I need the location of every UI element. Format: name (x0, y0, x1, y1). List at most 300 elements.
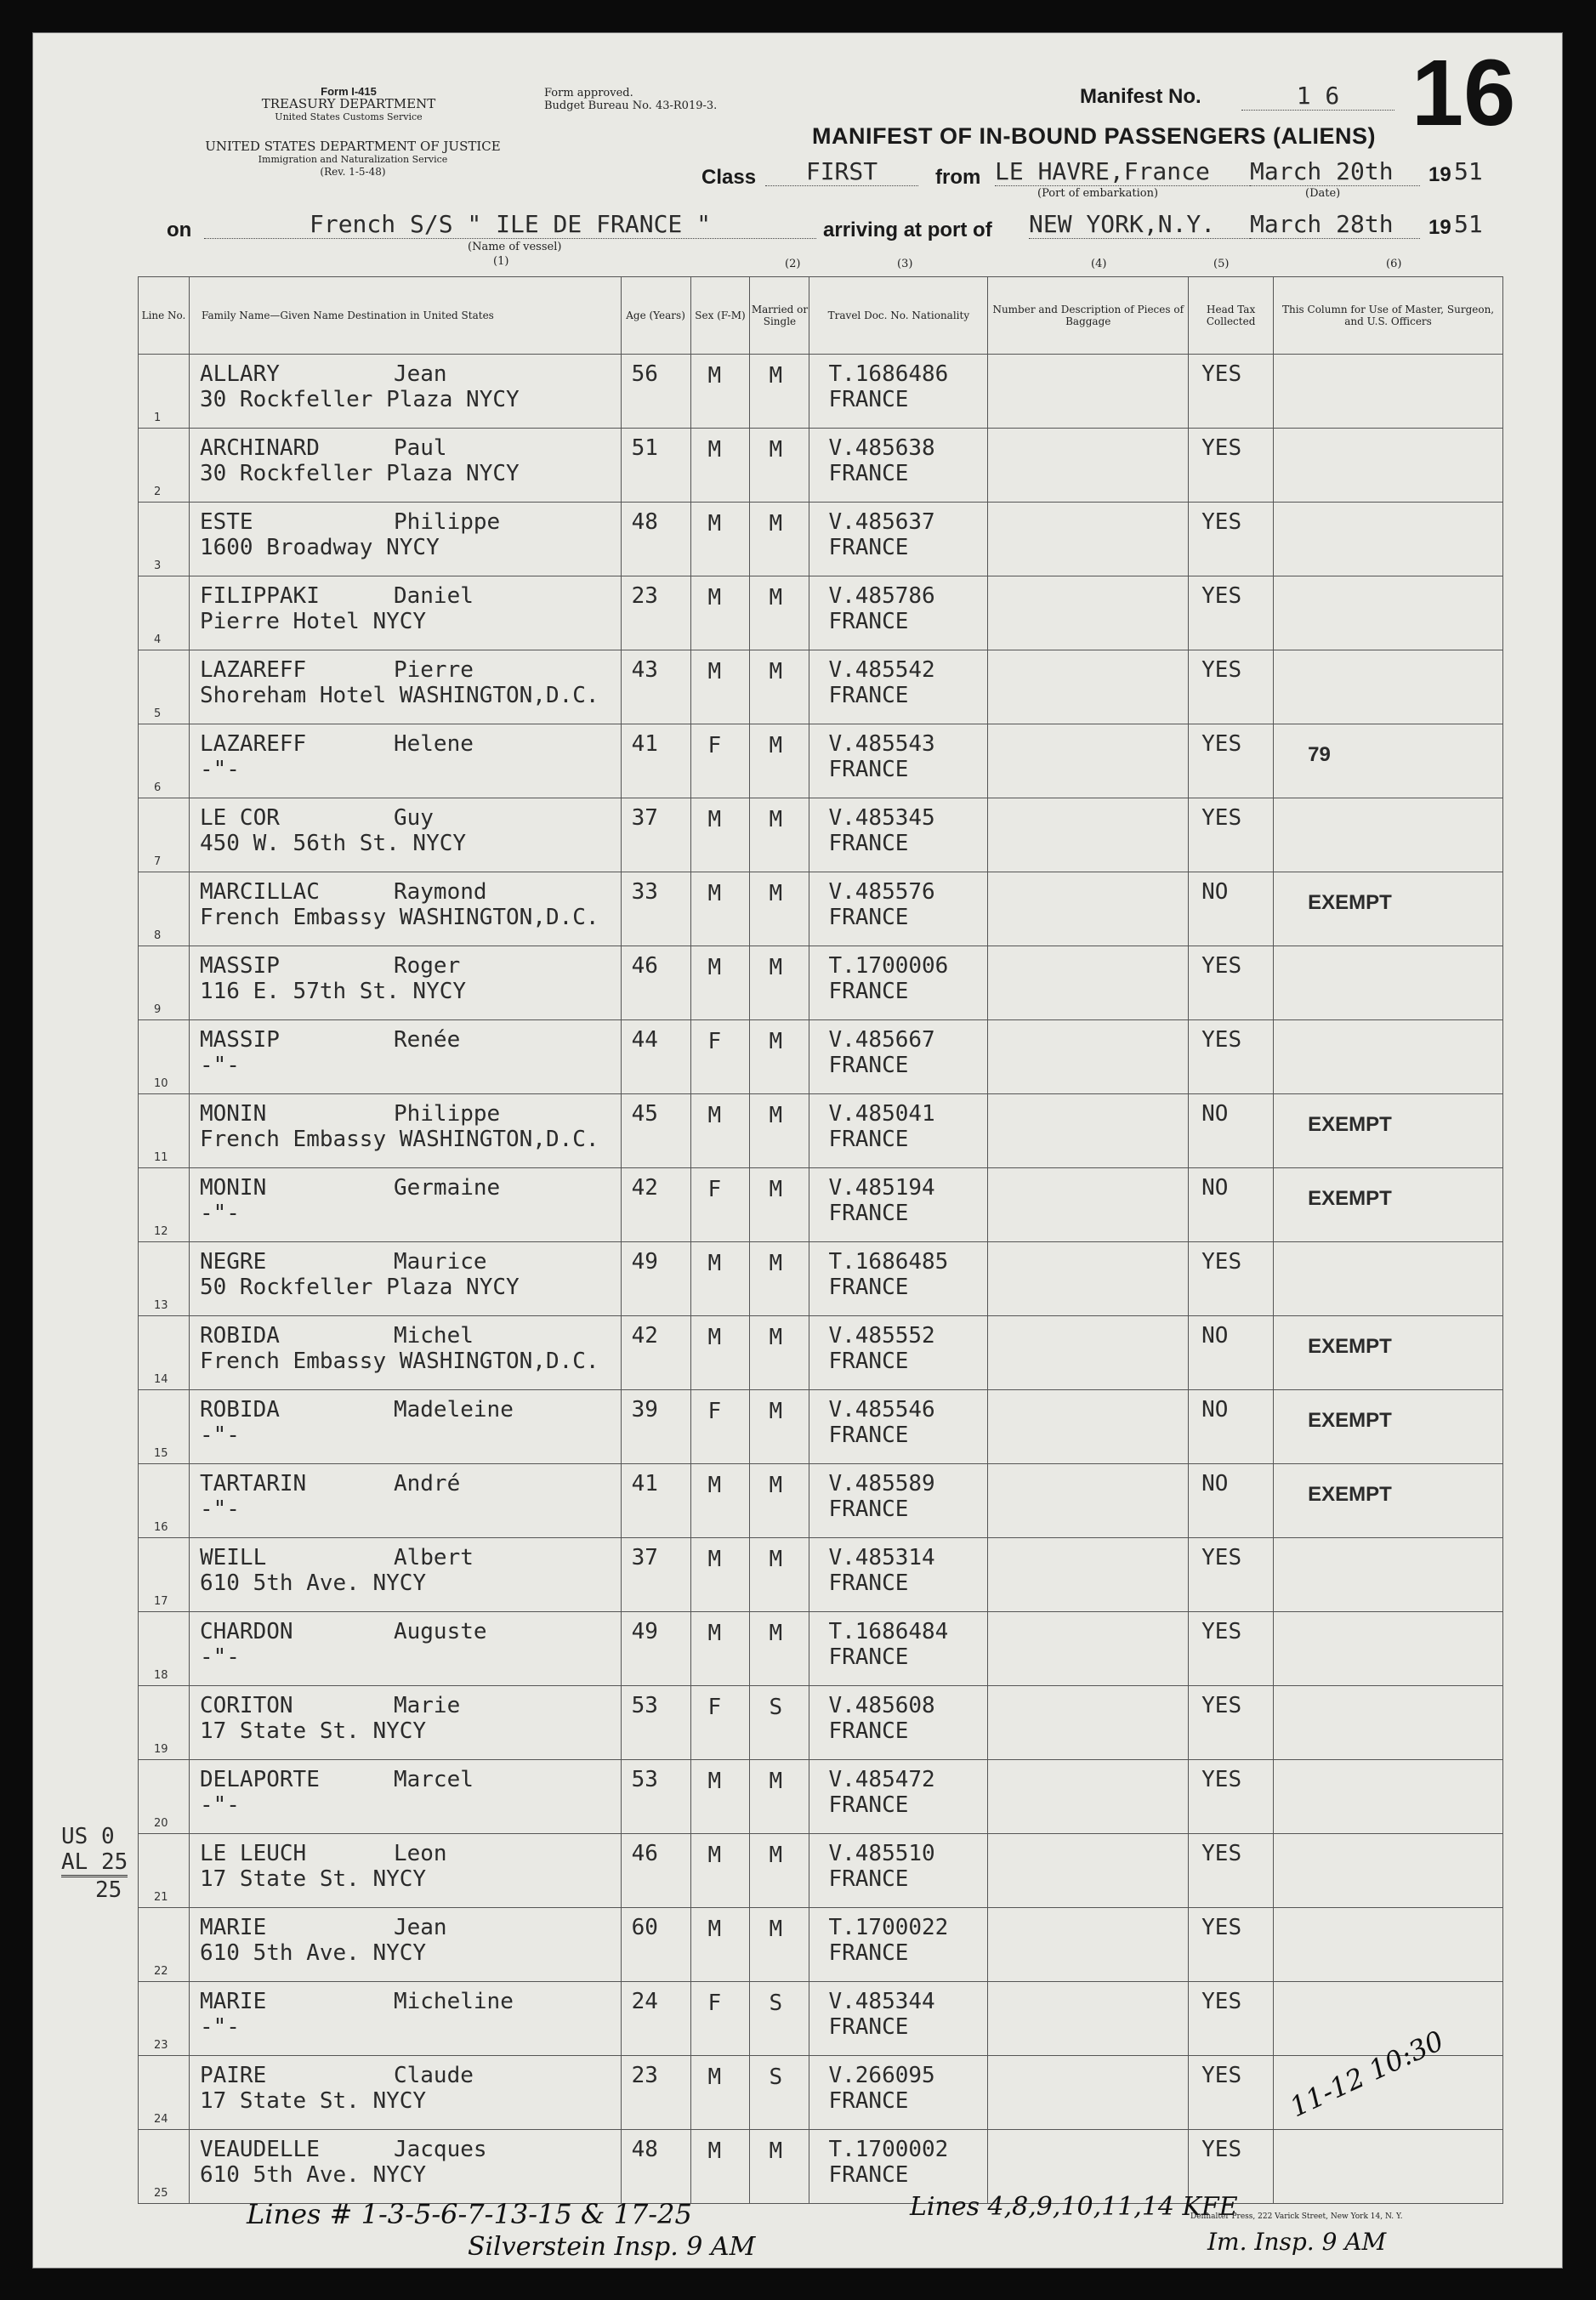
table-row (139, 1908, 1503, 1982)
head-tax: YES (1201, 2063, 1242, 2088)
col-sex: Sex (F-M) (690, 277, 750, 355)
family-name: ARCHINARD (199, 435, 320, 461)
age: 46 (631, 1841, 658, 1866)
destination: -"- (199, 1201, 240, 1226)
printer-credit: Denhalter Press, 222 Varick Street, New York 14, N. Y. (1190, 2212, 1403, 2221)
table-row (139, 1982, 1503, 2056)
table-row (139, 1464, 1503, 1538)
destination: 17 State St. NYCY (199, 1718, 427, 1744)
marital-status: M (769, 1177, 783, 1202)
footer-inspector-left: Silverstein Insp. 9 AM (468, 2232, 756, 2262)
age: 48 (631, 509, 658, 535)
sex: M (707, 659, 722, 684)
year-prefix-1: 19 (1428, 163, 1451, 186)
arrival-port: NEW YORK,N.Y. (1029, 210, 1250, 239)
family-name: MONIN (199, 1101, 267, 1127)
destination: -"- (199, 757, 240, 782)
line-number: 21 (154, 1891, 168, 1904)
family-name: MARIE (199, 1915, 267, 1940)
family-name: LE COR (199, 805, 280, 831)
arriving-label: arriving at port of (823, 219, 992, 241)
line-number: 24 (154, 2113, 168, 2126)
line-number: 11 (154, 1151, 168, 1164)
age: 53 (631, 1767, 658, 1792)
family-name: VEAUDELLE (199, 2137, 320, 2162)
head-tax: YES (1201, 1915, 1242, 1940)
family-name: ROBIDA (199, 1323, 280, 1349)
destination: Shoreham Hotel WASHINGTON,D.C. (199, 683, 599, 708)
year-1: 51 (1454, 157, 1483, 185)
given-name: Leon (393, 1841, 447, 1866)
destination: Pierre Hotel NYCY (199, 609, 427, 634)
head-tax: YES (1201, 1693, 1242, 1718)
form-approval (544, 87, 717, 112)
line-number: 6 (154, 781, 162, 794)
travel-doc-no: V.485576 (828, 879, 935, 905)
table-row (139, 1094, 1503, 1168)
table-row (139, 2130, 1503, 2204)
family-name: LE LEUCH (199, 1841, 307, 1866)
nationality: FRANCE (828, 461, 909, 486)
sex: M (707, 1621, 722, 1646)
officer-note: EXEMPT (1308, 1187, 1392, 1210)
nationality: FRANCE (828, 2162, 909, 2188)
nationality: FRANCE (828, 1053, 909, 1078)
nationality: FRANCE (828, 2014, 909, 2040)
marital-status: S (769, 1990, 783, 2016)
passenger-table (138, 276, 1503, 2204)
sex: F (707, 1399, 722, 1424)
nationality: FRANCE (828, 1127, 909, 1152)
destination: 30 Rockfeller Plaza NYCY (199, 387, 520, 412)
travel-doc-no: V.266095 (828, 2063, 935, 2088)
nationality: FRANCE (828, 1866, 909, 1892)
family-name: ROBIDA (199, 1397, 280, 1423)
given-name: Paul (393, 435, 447, 461)
manifest-no-value: 1 6 (1241, 82, 1394, 111)
age: 46 (631, 953, 658, 979)
line-number: 19 (154, 1743, 168, 1756)
family-name: LAZAREFF (199, 731, 307, 757)
table-row (139, 1242, 1503, 1316)
customs-service: United States Customs Service (275, 111, 423, 122)
head-tax: NO (1201, 1397, 1229, 1423)
footer-inspector-right: Im. Insp. 9 AM (1207, 2228, 1387, 2256)
col-num-2: (2) (785, 258, 801, 270)
date-caption: (Date) (1305, 187, 1341, 200)
sex: M (707, 807, 722, 832)
sex: M (707, 1547, 722, 1572)
from-date: March 20th (1250, 157, 1420, 186)
sex: M (707, 1103, 722, 1128)
given-name: Daniel (393, 583, 474, 609)
table-row (139, 1390, 1503, 1464)
travel-doc-no: V.485194 (828, 1175, 935, 1201)
family-name: CHARDON (199, 1619, 293, 1644)
vessel-name: French S/S " ILE DE FRANCE " (204, 210, 816, 239)
tally-al: AL 25 (61, 1849, 128, 1877)
marital-status: M (769, 585, 783, 610)
family-name: MONIN (199, 1175, 267, 1201)
class-value: FIRST (765, 157, 918, 186)
given-name: Renée (393, 1027, 461, 1053)
table-row (139, 1020, 1503, 1094)
given-name: Claude (393, 2063, 474, 2088)
given-name: Madeleine (393, 1397, 514, 1423)
head-tax: YES (1201, 805, 1242, 831)
destination: -"- (199, 2014, 240, 2040)
sex: M (707, 1473, 722, 1498)
marital-status: M (769, 1029, 783, 1054)
head-tax: YES (1201, 1249, 1242, 1275)
nationality: FRANCE (828, 1201, 909, 1226)
travel-doc-no: T.1700022 (828, 1915, 949, 1940)
family-name: MARCILLAC (199, 879, 320, 905)
family-name: CORITON (199, 1693, 293, 1718)
destination: 610 5th Ave. NYCY (199, 1940, 427, 1966)
sex: M (707, 1325, 722, 1350)
age: 51 (631, 435, 658, 461)
given-name: Germaine (393, 1175, 501, 1201)
nationality: FRANCE (828, 2088, 909, 2114)
justice-dept: UNITED STATES DEPARTMENT OF JUSTICE (205, 139, 501, 154)
head-tax: YES (1201, 1989, 1242, 2014)
form-number: Form I-415 (321, 85, 377, 98)
table-row (139, 1168, 1503, 1242)
nationality: FRANCE (828, 683, 909, 708)
marital-status: M (769, 1399, 783, 1424)
nationality: FRANCE (828, 1496, 909, 1522)
family-name: ESTE (199, 509, 253, 535)
given-name: Auguste (393, 1619, 487, 1644)
destination: 1600 Broadway NYCY (199, 535, 440, 560)
travel-doc-no: V.485546 (828, 1397, 935, 1423)
marital-status: M (769, 2138, 783, 2164)
travel-doc-no: T.1700006 (828, 953, 949, 979)
family-name: ALLARY (199, 361, 280, 387)
marital-status: S (769, 1695, 783, 1720)
line-number: 17 (154, 1595, 168, 1608)
given-name: Michel (393, 1323, 474, 1349)
treasury-dept: TREASURY DEPARTMENT (261, 96, 436, 111)
sex: M (707, 363, 722, 389)
travel-doc-no: V.485472 (828, 1767, 935, 1792)
footer-lines-right: Lines 4,8,9,10,11,14 KFE (910, 2192, 1238, 2222)
sex: M (707, 2138, 722, 2164)
travel-doc-no: T.1686485 (828, 1249, 949, 1275)
officer-note: EXEMPT (1308, 1335, 1392, 1358)
officer-note: 79 (1308, 743, 1331, 766)
vessel-caption: (Name of vessel) (468, 241, 562, 253)
line-number: 22 (154, 1965, 168, 1978)
sex: M (707, 955, 722, 980)
officer-note: EXEMPT (1308, 1409, 1392, 1432)
col-num-6: (6) (1386, 258, 1402, 270)
age: 23 (631, 583, 658, 609)
officer-note: EXEMPT (1308, 891, 1392, 914)
table-row (139, 1316, 1503, 1390)
destination: 450 W. 56th St. NYCY (199, 831, 467, 856)
sex: M (707, 881, 722, 906)
given-name: André (393, 1471, 461, 1496)
destination: -"- (199, 1792, 240, 1818)
travel-doc-no: V.485344 (828, 1989, 935, 2014)
age: 23 (631, 2063, 658, 2088)
destination: French Embassy WASHINGTON,D.C. (199, 1127, 599, 1152)
line-number: 3 (154, 559, 162, 572)
big-manifest-number: 16 (1411, 41, 1516, 145)
destination: 610 5th Ave. NYCY (199, 1570, 427, 1596)
port-caption: (Port of embarkation) (1037, 187, 1159, 200)
from-port: LE HAVRE,France (995, 157, 1250, 186)
head-tax: NO (1201, 1323, 1229, 1349)
given-name: Marcel (393, 1767, 474, 1792)
travel-doc-no: V.485589 (828, 1471, 935, 1496)
age: 37 (631, 805, 658, 831)
form-header-treasury (221, 85, 476, 123)
table-row (139, 1612, 1503, 1686)
family-name: MASSIP (199, 1027, 280, 1053)
age: 33 (631, 879, 658, 905)
marital-status: M (769, 437, 783, 463)
travel-doc-no: V.485667 (828, 1027, 935, 1053)
given-name: Roger (393, 953, 461, 979)
officer-note: EXEMPT (1308, 1113, 1392, 1136)
age: 43 (631, 657, 658, 683)
nationality: FRANCE (828, 1423, 909, 1448)
col-num-4: (4) (1091, 258, 1107, 270)
age: 37 (631, 1545, 658, 1570)
family-name: WEILL (199, 1545, 267, 1570)
col-married: Married or Single (750, 277, 809, 355)
nationality: FRANCE (828, 1570, 909, 1596)
line-number: 15 (154, 1447, 168, 1460)
manifest-title: MANIFEST OF IN-BOUND PASSENGERS (ALIENS) (812, 123, 1377, 149)
given-name: Guy (393, 805, 434, 831)
nationality: FRANCE (828, 905, 909, 930)
table-row (139, 1538, 1503, 1612)
age: 53 (631, 1693, 658, 1718)
age: 56 (631, 361, 658, 387)
table-row (139, 946, 1503, 1020)
table-row (139, 1686, 1503, 1760)
travel-doc-no: V.485637 (828, 509, 935, 535)
vessel-col-num: (1) (493, 255, 509, 268)
head-tax: YES (1201, 1841, 1242, 1866)
family-name: TARTARIN (199, 1471, 307, 1496)
on-label: on (167, 219, 192, 241)
col-head-tax: Head Tax Collected (1189, 277, 1274, 355)
age: 42 (631, 1323, 658, 1349)
table-row (139, 798, 1503, 872)
marital-status: M (769, 1473, 783, 1498)
given-name: Raymond (393, 879, 487, 905)
table-row (139, 1760, 1503, 1834)
line-number: 25 (154, 2187, 168, 2200)
destination: 30 Rockfeller Plaza NYCY (199, 461, 520, 486)
travel-doc-no: V.485543 (828, 731, 935, 757)
sex: M (707, 1917, 722, 1942)
line-number: 23 (154, 2039, 168, 2052)
head-tax: NO (1201, 1101, 1229, 1127)
family-name: LAZAREFF (199, 657, 307, 683)
line-number: 8 (154, 929, 162, 942)
travel-doc-no: V.485552 (828, 1323, 935, 1349)
given-name: Marie (393, 1693, 461, 1718)
age: 49 (631, 1619, 658, 1644)
head-tax: NO (1201, 1175, 1229, 1201)
family-name: NEGRE (199, 1249, 267, 1275)
given-name: Jean (393, 361, 447, 387)
table-header-row (139, 277, 1503, 355)
ins-service: Immigration and Naturalization Service (258, 154, 448, 165)
sex: M (707, 437, 722, 463)
footer-lines-left: Lines # 1-3-5-6-7-13-15 & 17-25 (247, 2198, 692, 2230)
line-number: 16 (154, 1521, 168, 1534)
given-name: Micheline (393, 1989, 514, 2014)
marital-status: M (769, 733, 783, 758)
family-name: FILIPPAKI (199, 583, 320, 609)
head-tax: NO (1201, 1471, 1229, 1496)
line-number: 5 (154, 707, 162, 720)
budget-bureau: Budget Bureau No. 43-R019-3. (544, 99, 718, 112)
form-approved: Form approved. (544, 87, 633, 99)
age: 49 (631, 1249, 658, 1275)
age: 45 (631, 1101, 658, 1127)
sex: F (707, 1177, 722, 1202)
marital-status: M (769, 511, 783, 537)
arrival-date: March 28th (1250, 210, 1420, 239)
officer-note: EXEMPT (1308, 1483, 1392, 1506)
from-label: from (935, 166, 981, 189)
line-number: 14 (154, 1373, 168, 1386)
table-row (139, 1834, 1503, 1908)
nationality: FRANCE (828, 979, 909, 1004)
head-tax: NO (1201, 879, 1229, 905)
given-name: Philippe (393, 509, 501, 535)
marital-status: M (769, 659, 783, 684)
sex: F (707, 733, 722, 758)
col-num-3: (3) (897, 258, 913, 270)
table-row (139, 576, 1503, 650)
sex: M (707, 585, 722, 610)
destination: 17 State St. NYCY (199, 1866, 427, 1892)
form-revision: (Rev. 1-5-48) (320, 166, 386, 178)
destination: -"- (199, 1423, 240, 1448)
marital-status: M (769, 1843, 783, 1868)
sex: M (707, 1251, 722, 1276)
line-number: 13 (154, 1299, 168, 1312)
table-row (139, 724, 1503, 798)
destination: -"- (199, 1644, 240, 1670)
marital-status: M (769, 363, 783, 389)
travel-doc-no: V.485314 (828, 1545, 935, 1570)
head-tax: YES (1201, 731, 1242, 757)
given-name: Jean (393, 1915, 447, 1940)
family-name: MASSIP (199, 953, 280, 979)
sex: M (707, 2064, 722, 2090)
age: 24 (631, 1989, 658, 2014)
destination: French Embassy WASHINGTON,D.C. (199, 905, 599, 930)
line-number: 18 (154, 1669, 168, 1682)
col-age: Age (Years) (621, 277, 690, 355)
marital-status: M (769, 1769, 783, 1794)
travel-doc-no: V.485542 (828, 657, 935, 683)
family-name: PAIRE (199, 2063, 267, 2088)
family-name: MARIE (199, 1989, 267, 2014)
age: 41 (631, 1471, 658, 1496)
class-label: Class (701, 166, 757, 189)
nationality: FRANCE (828, 1940, 909, 1966)
age: 44 (631, 1027, 658, 1053)
travel-doc-no: V.485638 (828, 435, 935, 461)
travel-doc-no: T.1686486 (828, 361, 949, 387)
destination: -"- (199, 1053, 240, 1078)
col-officers: This Column for Use of Master, Surgeon, and U.S. Officers (1274, 277, 1503, 355)
nationality: FRANCE (828, 1792, 909, 1818)
given-name: Maurice (393, 1249, 487, 1275)
line-number: 7 (154, 855, 162, 868)
age: 39 (631, 1397, 658, 1423)
nationality: FRANCE (828, 535, 909, 560)
given-name: Philippe (393, 1101, 501, 1127)
line-number: 10 (154, 1077, 168, 1090)
table-row (139, 650, 1503, 724)
destination: 116 E. 57th St. NYCY (199, 979, 467, 1004)
nationality: FRANCE (828, 831, 909, 856)
line-number: 4 (154, 633, 162, 646)
table-row (139, 872, 1503, 946)
sex: M (707, 1769, 722, 1794)
tally-total: 25 (95, 1877, 122, 1903)
travel-doc-no: V.485510 (828, 1841, 935, 1866)
marital-status: S (769, 2064, 783, 2090)
destination: -"- (199, 1496, 240, 1522)
nationality: FRANCE (828, 609, 909, 634)
nationality: FRANCE (828, 757, 909, 782)
marital-status: M (769, 881, 783, 906)
head-tax: YES (1201, 953, 1242, 979)
given-name: Pierre (393, 657, 474, 683)
destination: French Embassy WASHINGTON,D.C. (199, 1349, 599, 1374)
given-name: Helene (393, 731, 474, 757)
sex: M (707, 1843, 722, 1868)
sex: F (707, 1029, 722, 1054)
marital-status: M (769, 955, 783, 980)
table-row (139, 355, 1503, 429)
head-tax: YES (1201, 435, 1242, 461)
head-tax: YES (1201, 1545, 1242, 1570)
col-baggage: Number and Description of Pieces of Baggage (988, 277, 1189, 355)
col-line-no: Line No. (139, 277, 190, 355)
age: 60 (631, 1915, 658, 1940)
travel-doc-no: V.485608 (828, 1693, 935, 1718)
nationality: FRANCE (828, 1275, 909, 1300)
line-number: 1 (154, 412, 162, 424)
marital-status: M (769, 1917, 783, 1942)
col-travel-doc: Travel Doc. No. Nationality (809, 277, 988, 355)
col-num-5: (5) (1213, 258, 1230, 270)
col-name: Family Name—Given Name Destination in United States (189, 277, 621, 355)
head-tax: YES (1201, 1619, 1242, 1644)
marital-status: M (769, 1325, 783, 1350)
travel-doc-no: T.1700002 (828, 2137, 949, 2162)
year-prefix-2: 19 (1428, 216, 1451, 239)
travel-doc-no: T.1686484 (828, 1619, 949, 1644)
destination: 50 Rockfeller Plaza NYCY (199, 1275, 520, 1300)
head-tax: YES (1201, 657, 1242, 683)
head-tax: YES (1201, 509, 1242, 535)
